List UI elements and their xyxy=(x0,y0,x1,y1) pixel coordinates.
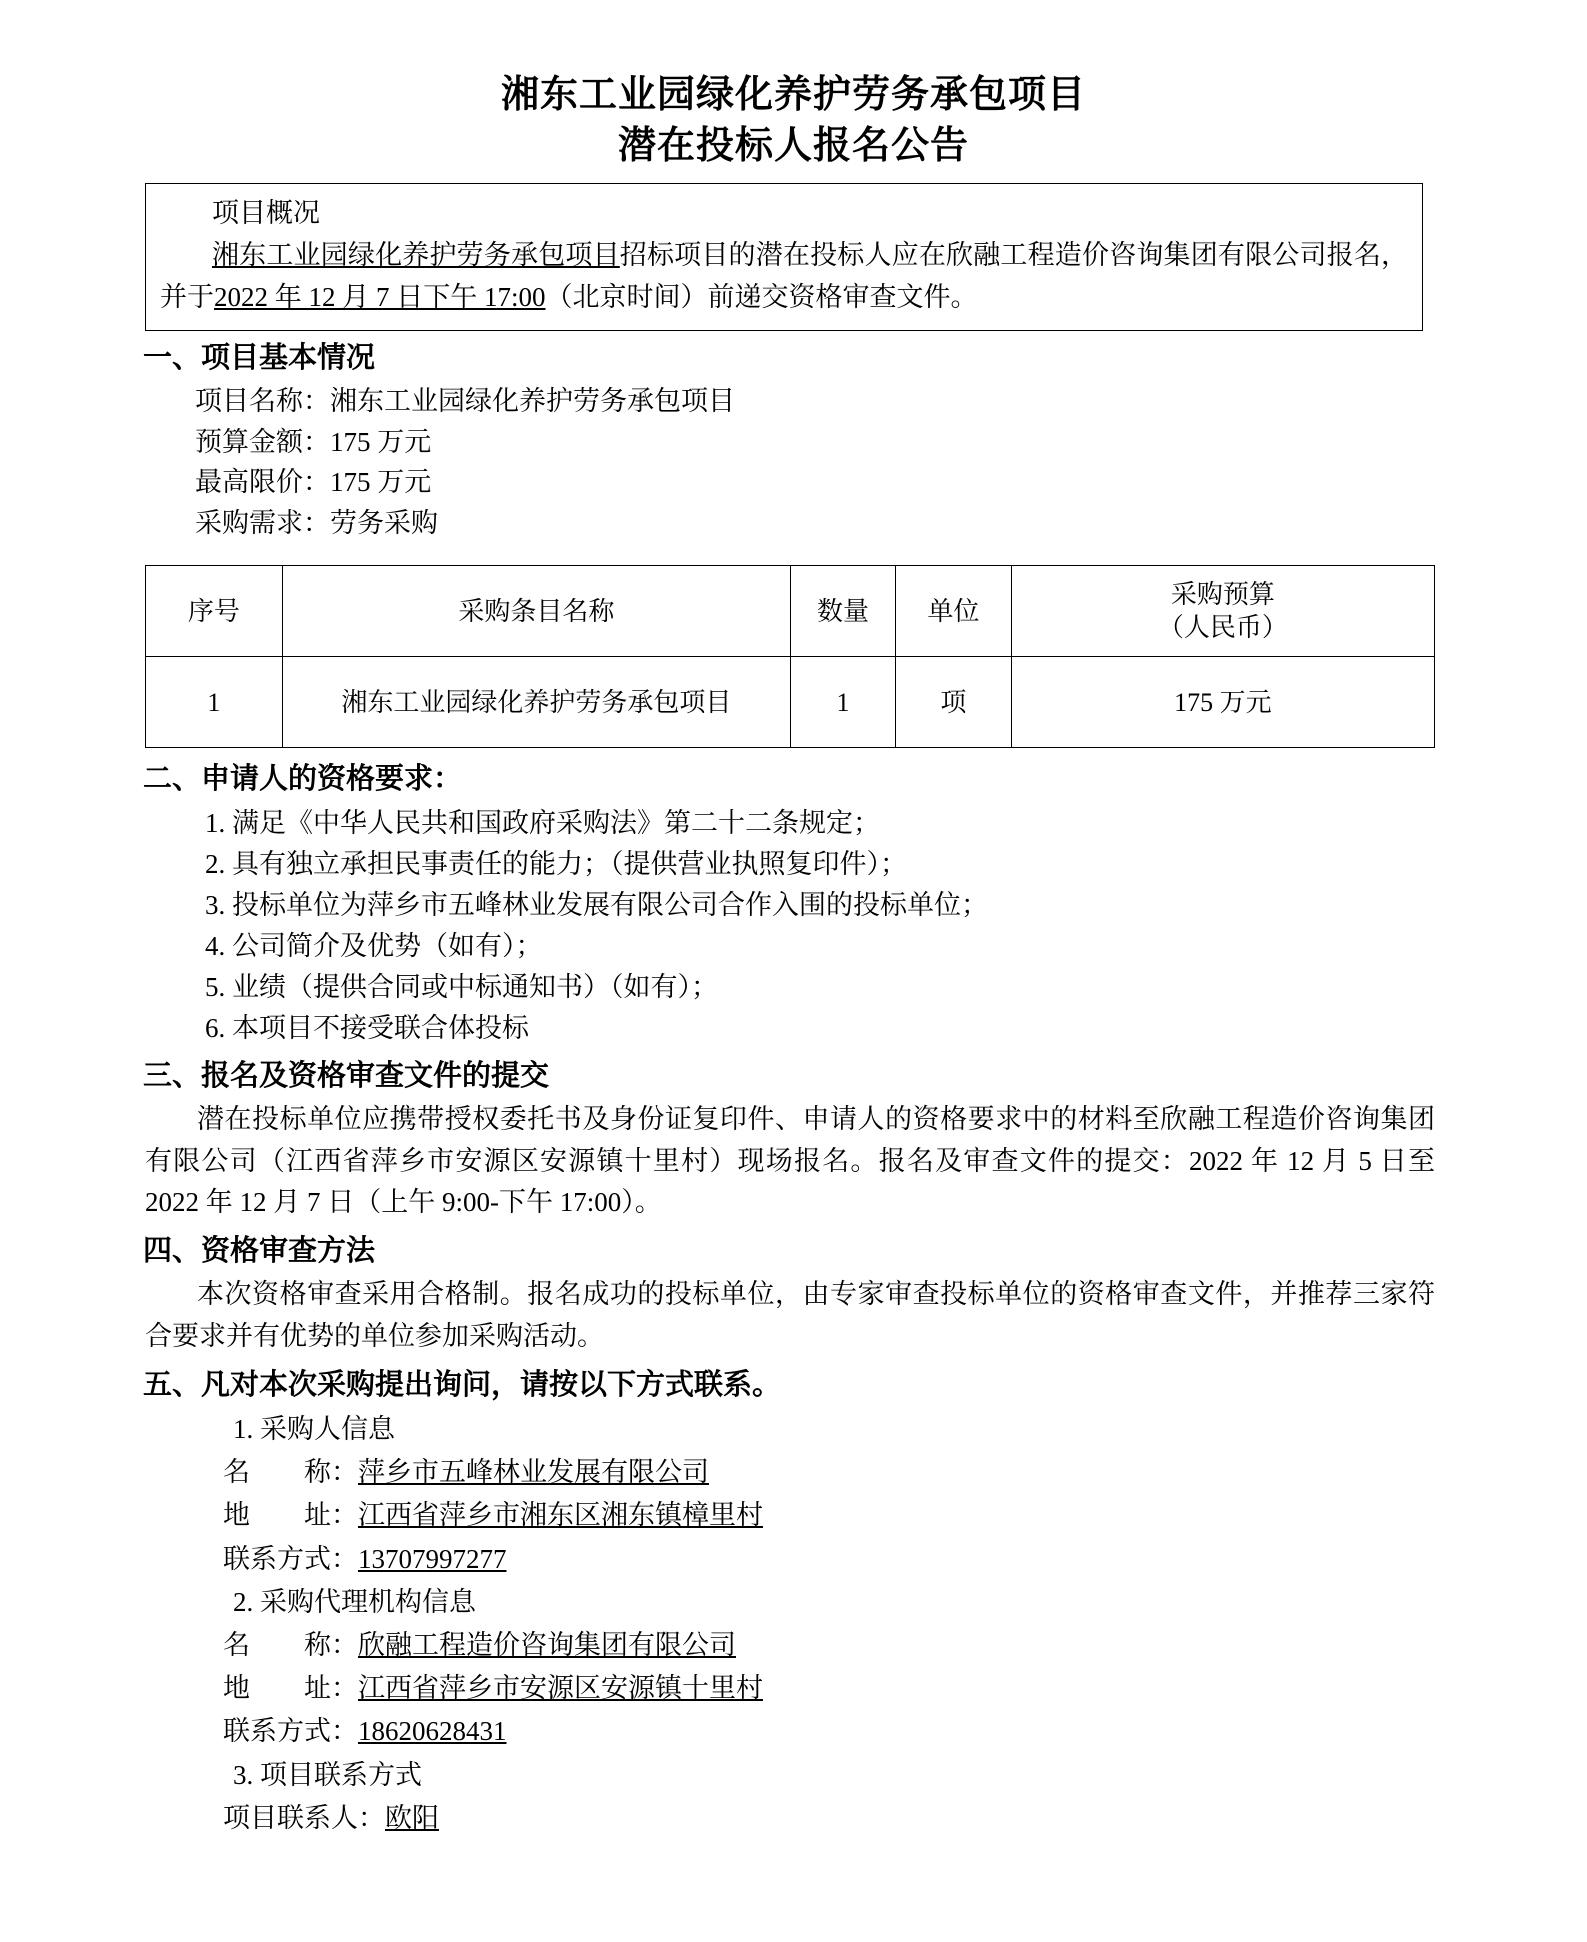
project-overview-text xyxy=(160,235,1408,319)
agency-address-label: 地 址： xyxy=(223,1673,358,1704)
overview-deadline: 2022 年 12 月 7 日下午 17:00 xyxy=(214,281,546,312)
section-2-item-3: 4. 公司简介及优势（如有）； xyxy=(205,930,543,961)
project-contact-value: 欧阳 xyxy=(385,1802,439,1833)
buyer-tel-row xyxy=(223,1538,1482,1581)
page-title-line2: 潜在投标人报名公告 xyxy=(617,125,969,168)
section-3-heading: 三、报名及资格审查文件的提交 xyxy=(143,1059,550,1092)
section-2-item-2: 3. 投标单位为萍乡市五峰林业发展有限公司合作入围的投标单位； xyxy=(205,889,988,920)
table-header-row xyxy=(146,566,1435,657)
section-2-item-0: 1. 满足《中华人民共和国政府采购法》第二十二条规定； xyxy=(205,807,880,838)
table-header-budget-line2: （人民币） xyxy=(1157,613,1288,643)
table-header-no: 序号 xyxy=(146,566,283,657)
overview-text-mid: 招标项目的潜在投标人应在欣融工程造价咨询集团有限公司报名，并于 xyxy=(160,239,1409,312)
buyer-info-subheading: 1. 采购人信息 xyxy=(233,1414,395,1445)
section-2-item-4: 5. 业绩（提供合同或中标通知书）（如有）； xyxy=(205,971,718,1002)
buyer-address-value: 江西省萍乡市湘东区湘东镇樟里村 xyxy=(358,1500,763,1531)
buyer-address-row xyxy=(223,1494,1482,1537)
section-3-paragraph: 潜在投标单位应携带授权委托书及身份证复印件、申请人的资格要求中的材料至欣融工程造价咨询集团有限公司（江西省萍乡市安源区安源镇十里村）现场报名。报名及审查文件的提交：2022 年 12 月 5 日至 2022 年 12 月 7 日（上午 9:00-下午 17:00）。 xyxy=(145,1103,1435,1218)
table-cell-item-name: 湘东工业园绿化养护劳务承包项目 xyxy=(282,657,790,748)
section-2-heading: 二、申请人的资格要求： xyxy=(143,763,463,796)
project-contact-label: 项目联系人： xyxy=(223,1802,385,1833)
agency-tel-value: 18620628431 xyxy=(358,1716,507,1747)
section-1-item-3: 采购需求：劳务采购 xyxy=(195,507,438,538)
table-cell-unit: 项 xyxy=(896,657,1012,748)
section-2-item-1: 2. 具有独立承担民事责任的能力；（提供营业执照复印件）； xyxy=(205,848,907,879)
table-header-quantity: 数量 xyxy=(791,566,896,657)
table-row xyxy=(146,657,1435,748)
section-1-heading: 一、项目基本情况 xyxy=(143,342,376,375)
project-overview-heading: 项目概况 xyxy=(212,197,320,228)
table-header-budget xyxy=(1011,566,1434,657)
agency-name-row xyxy=(223,1624,1482,1667)
agency-address-value: 江西省萍乡市安源区安源镇十里村 xyxy=(358,1673,763,1704)
section-2-item-5: 6. 本项目不接受联合体投标 xyxy=(205,1012,529,1043)
buyer-name-row xyxy=(223,1451,1482,1494)
table-cell-budget: 175 万元 xyxy=(1011,657,1434,748)
section-1-item-0: 项目名称：湘东工业园绿化养护劳务承包项目 xyxy=(195,386,735,417)
page-title xyxy=(105,70,1482,173)
table-header-budget-line1: 采购预算 xyxy=(1170,579,1275,609)
buyer-name-label: 名 称： xyxy=(223,1457,358,1488)
buyer-tel-value: 13707997277 xyxy=(358,1543,507,1574)
section-4-heading: 四、资格审查方法 xyxy=(143,1235,376,1268)
table-cell-quantity: 1 xyxy=(791,657,896,748)
table-cell-no: 1 xyxy=(146,657,283,748)
agency-address-row xyxy=(223,1667,1482,1710)
agency-info-subheading: 2. 采购代理机构信息 xyxy=(233,1586,476,1617)
agency-name-value: 欣融工程造价咨询集团有限公司 xyxy=(358,1630,736,1660)
section-1-item-2: 最高限价：175 万元 xyxy=(195,467,432,498)
agency-tel-label: 联系方式： xyxy=(223,1716,358,1747)
overview-text-after: （北京时间）前递交资格审查文件。 xyxy=(545,281,978,312)
agency-tel-row xyxy=(223,1710,1482,1753)
section-1-item-1: 预算金额：175 万元 xyxy=(195,426,432,457)
table-header-item-name: 采购条目名称 xyxy=(282,566,790,657)
section-5-heading: 五、凡对本次采购提出询问，请按以下方式联系。 xyxy=(143,1369,782,1402)
buyer-tel-label: 联系方式： xyxy=(223,1543,358,1574)
project-contact-row xyxy=(223,1797,1482,1840)
agency-name-label: 名 称： xyxy=(223,1630,358,1660)
section-4-paragraph: 本次资格审查采用合格制。报名成功的投标单位，由专家审查投标单位的资格审查文件，并推荐三家符合要求并有优势的单位参加采购活动。 xyxy=(145,1279,1435,1352)
table-header-unit: 单位 xyxy=(896,566,1012,657)
overview-project-name: 湘东工业园绿化养护劳务承包项目 xyxy=(212,239,620,270)
buyer-name-value: 萍乡市五峰林业发展有限公司 xyxy=(358,1457,709,1488)
buyer-address-label: 地 址： xyxy=(223,1500,358,1531)
page-title-line1: 湘东工业园绿化养护劳务承包项目 xyxy=(500,74,1086,116)
project-overview-box xyxy=(145,183,1423,332)
project-contact-subheading: 3. 项目联系方式 xyxy=(233,1759,422,1790)
procurement-table xyxy=(145,565,1435,748)
